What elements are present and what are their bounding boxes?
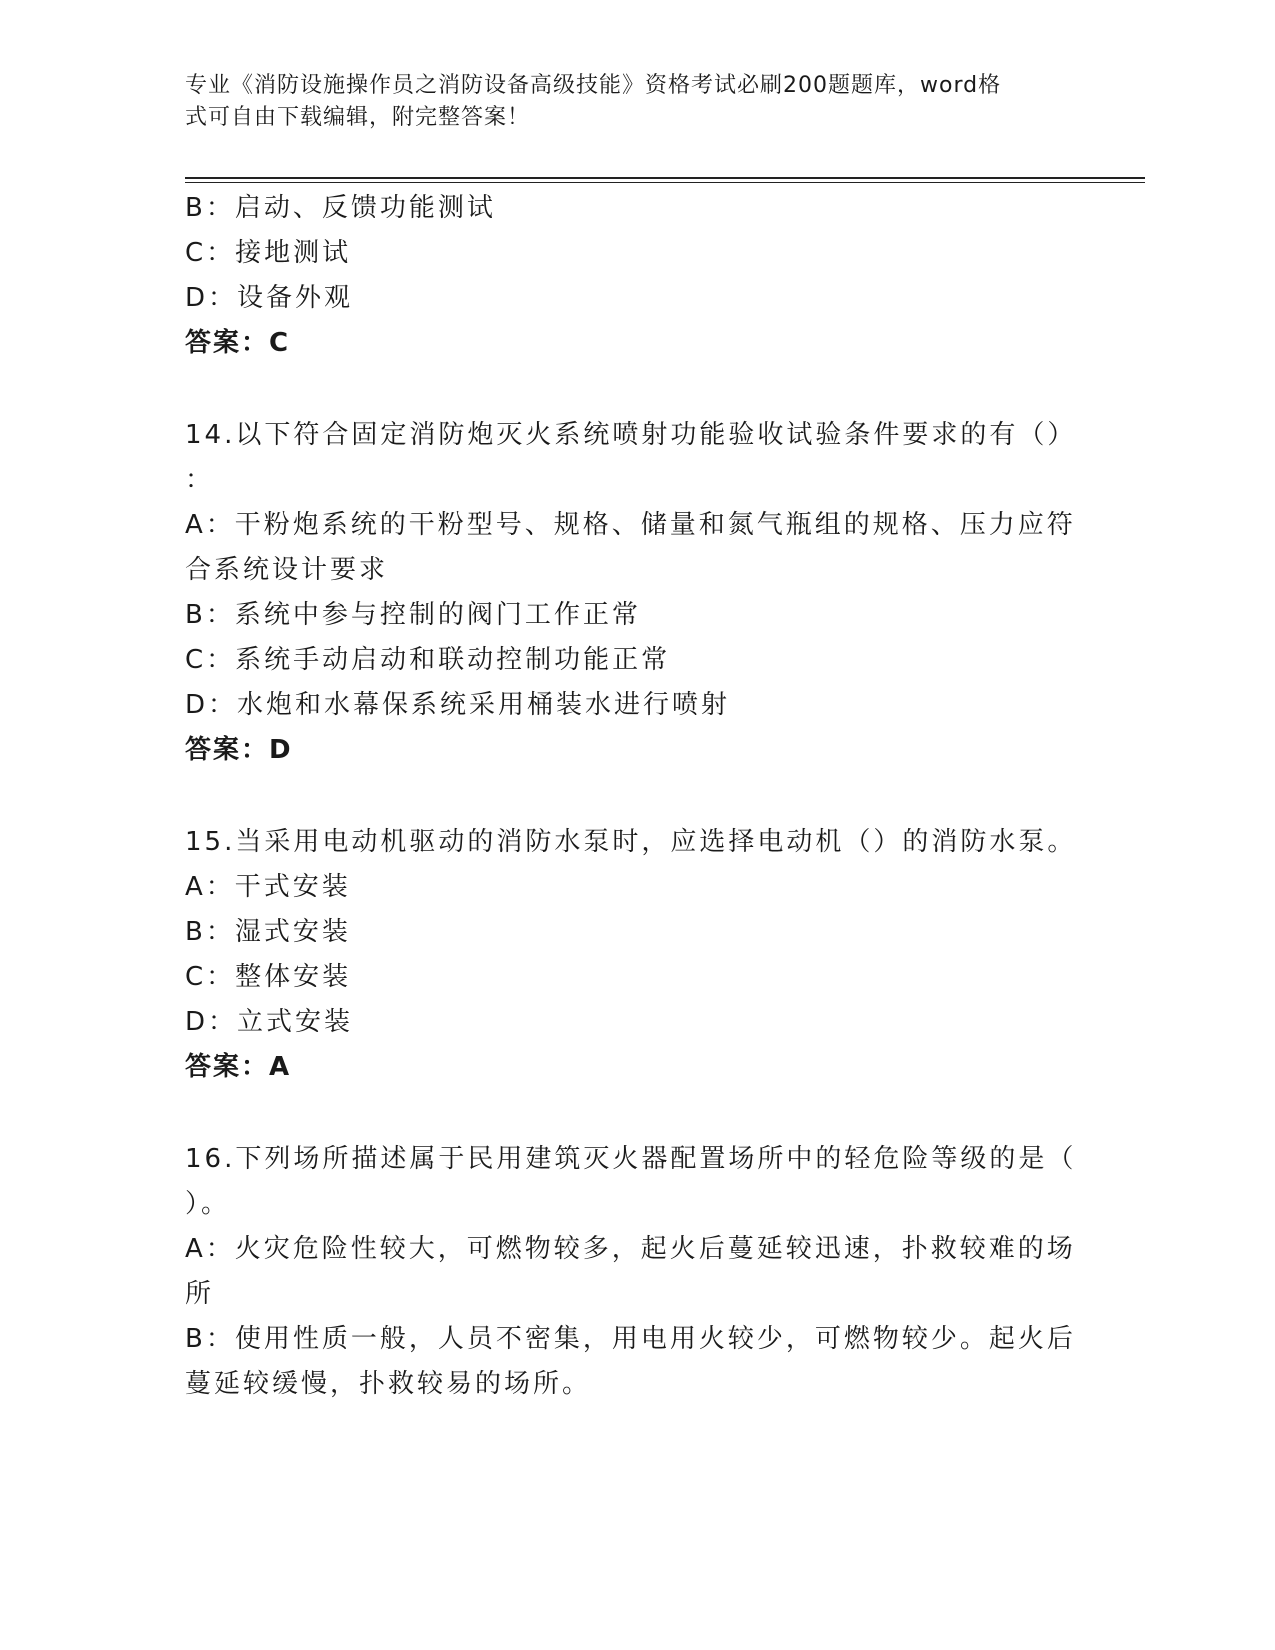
question-13-tail	[185, 186, 1065, 366]
question-14	[185, 413, 1077, 773]
spacer	[185, 1090, 1065, 1137]
answer-line: 答案：C	[185, 328, 291, 358]
option-d: D：设备外观	[185, 283, 354, 313]
option-a: A：火灾危险性较大，可燃物较多，起火后蔓延较迅速，扑救较难的场	[185, 1234, 1076, 1264]
question-stem-continued: ：	[185, 465, 215, 495]
header-line-2: 式可自由下载编辑，附完整答案！	[185, 105, 531, 130]
header-divider-thin	[185, 182, 1145, 183]
answer-line: 答案：D	[185, 735, 293, 765]
question-content	[185, 186, 1077, 1407]
option-a-continued: 合系统设计要求	[185, 555, 389, 585]
option-a-continued: 所	[185, 1279, 215, 1309]
option-a: A：干粉炮系统的干粉型号、规格、储量和氮气瓶组的规格、压力应符	[185, 510, 1076, 540]
question-stem-continued: ）。	[185, 1189, 231, 1219]
option-d: D：水炮和水幕保系统采用桶装水进行喷射	[185, 690, 731, 720]
spacer	[185, 773, 1065, 820]
question-stem: 15.当采用电动机驱动的消防水泵时，应选择电动机（）的消防水泵。	[185, 827, 1077, 857]
option-b: B：系统中参与控制的阀门工作正常	[185, 600, 641, 630]
header-divider-thick	[185, 177, 1145, 179]
option-b-continued: 蔓延较缓慢，扑救较易的场所。	[185, 1369, 592, 1399]
option-b: B：启动、反馈功能测试	[185, 193, 496, 223]
option-b: B：湿式安装	[185, 917, 351, 947]
option-a: A：干式安装	[185, 872, 351, 902]
document-header	[185, 70, 1065, 134]
header-line-1: 专业《消防设施操作员之消防设备高级技能》资格考试必刷200题题库，word格	[185, 73, 1002, 98]
option-c: C：整体安装	[185, 962, 352, 992]
spacer	[185, 366, 1065, 413]
question-stem: 14.以下符合固定消防炮灭火系统喷射功能验收试验条件要求的有（）	[185, 420, 1077, 450]
option-c: C：接地测试	[185, 238, 352, 268]
question-16	[185, 1137, 1077, 1407]
question-15	[185, 820, 1077, 1090]
option-b: B：使用性质一般，人员不密集，用电用火较少，可燃物较少。起火后	[185, 1324, 1076, 1354]
option-c: C：系统手动启动和联动控制功能正常	[185, 645, 671, 675]
option-d: D：立式安装	[185, 1007, 354, 1037]
answer-line: 答案：A	[185, 1052, 292, 1082]
question-stem: 16.下列场所描述属于民用建筑灭火器配置场所中的轻危险等级的是（	[185, 1144, 1077, 1174]
